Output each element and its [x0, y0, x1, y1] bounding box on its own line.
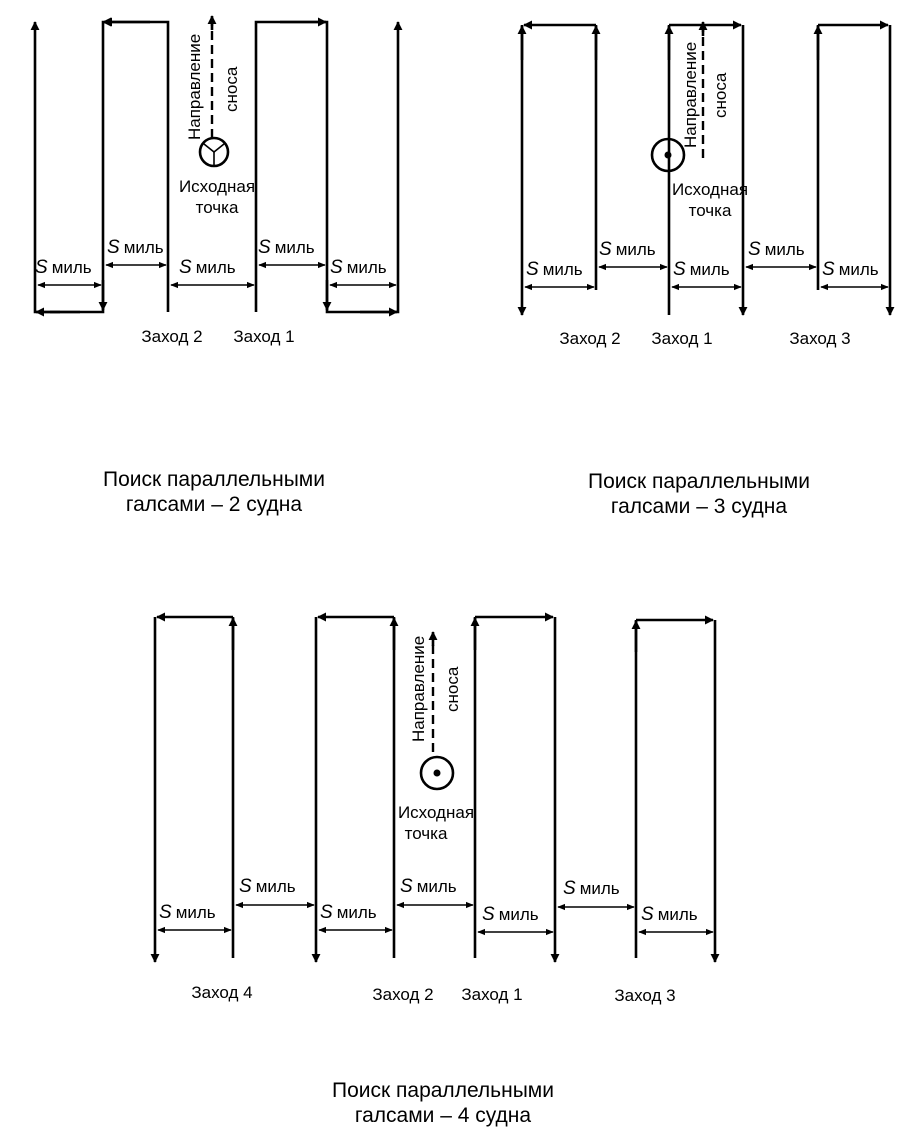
- pass-label: Заход 1: [651, 329, 713, 348]
- spacing-dimension: [258, 237, 325, 265]
- spacing-dimension: [236, 876, 314, 905]
- pass-label: Заход 2: [559, 329, 621, 348]
- pass-label: Заход 1: [233, 327, 295, 346]
- caption-line2: галсами – 3 судна: [610, 495, 788, 518]
- pass-label: Заход 3: [789, 329, 851, 348]
- spacing-dimension: [397, 876, 473, 905]
- datum-dot-symbol-icon: [421, 757, 453, 789]
- svg-text:Sмиль: S миль: [107, 237, 164, 258]
- drift-label-line2: сноса: [443, 666, 462, 712]
- drift-label-line2: сноса: [711, 72, 730, 118]
- svg-text:Sмиль: S миль: [320, 902, 377, 923]
- svg-text:Sмиль: S миль: [641, 904, 698, 925]
- svg-text:Sмиль: S миль: [239, 876, 296, 897]
- spacing-dimension: [821, 259, 888, 287]
- diagram-two-vessels: [35, 16, 398, 516]
- spacing-dimension: [558, 878, 634, 907]
- svg-text:Sмиль: S миль: [599, 239, 656, 260]
- start-point-line2: точка: [195, 198, 239, 217]
- svg-text:Sмиль: S миль: [258, 237, 315, 258]
- svg-text:Sмиль: S миль: [563, 878, 620, 899]
- pass-label: Заход 3: [614, 986, 676, 1005]
- spacing-dimension: [672, 259, 741, 287]
- caption-line1: Поиск параллельными: [332, 1079, 554, 1102]
- drift-label-line1: Направление: [185, 33, 204, 140]
- svg-text:Sмиль: S миль: [526, 259, 583, 280]
- svg-text:Sмиль: S миль: [179, 257, 236, 278]
- pass-label: Заход 2: [372, 985, 434, 1004]
- spacing-dimension: [158, 902, 231, 930]
- caption-line1: Поиск параллельными: [588, 470, 810, 493]
- spacing-dimension: [599, 239, 667, 267]
- drift-label-line1: Направление: [681, 41, 700, 148]
- drift-label-line2: сноса: [222, 66, 241, 112]
- svg-text:Sмиль: S миль: [673, 259, 730, 280]
- svg-text:Sмиль: S миль: [35, 257, 92, 278]
- svg-text:Sмиль: S миль: [400, 876, 457, 897]
- caption-line2: галсами – 2 судна: [125, 493, 303, 516]
- pass-label: Заход 4: [191, 983, 253, 1002]
- diagram-three-vessels: [522, 22, 890, 518]
- drift-label-line1: Направление: [409, 635, 428, 742]
- spacing-dimension: [746, 239, 816, 267]
- svg-text:Sмиль: S миль: [159, 902, 216, 923]
- spacing-dimension: [478, 904, 553, 932]
- datum-y-symbol-icon: [200, 138, 228, 166]
- spacing-dimension: [639, 904, 713, 932]
- spacing-dimension: [35, 257, 101, 285]
- start-point-line2: точка: [404, 824, 448, 843]
- start-point-line1: Исходная: [397, 803, 475, 822]
- spacing-dimension: [106, 237, 166, 265]
- spacing-dimension: [319, 902, 392, 930]
- spacing-dimension: [171, 257, 254, 285]
- caption-line2: галсами – 4 судна: [354, 1104, 532, 1127]
- svg-text:Sмиль: S миль: [482, 904, 539, 925]
- start-point-line2: точка: [688, 201, 732, 220]
- svg-text:Sмиль: S миль: [330, 257, 387, 278]
- caption-line1: Поиск параллельными: [103, 468, 325, 491]
- start-point-line1: Исходная: [178, 177, 256, 196]
- pass-label: Заход 2: [141, 327, 203, 346]
- diagram-four-vessels: [155, 617, 715, 1127]
- spacing-dimension: [330, 257, 396, 285]
- svg-text:Sмиль: S миль: [748, 239, 805, 260]
- pass-label: Заход 1: [461, 985, 523, 1004]
- start-point-line1: Исходная: [671, 180, 749, 199]
- spacing-dimension: [525, 259, 594, 287]
- svg-text:Sмиль: S миль: [822, 259, 879, 280]
